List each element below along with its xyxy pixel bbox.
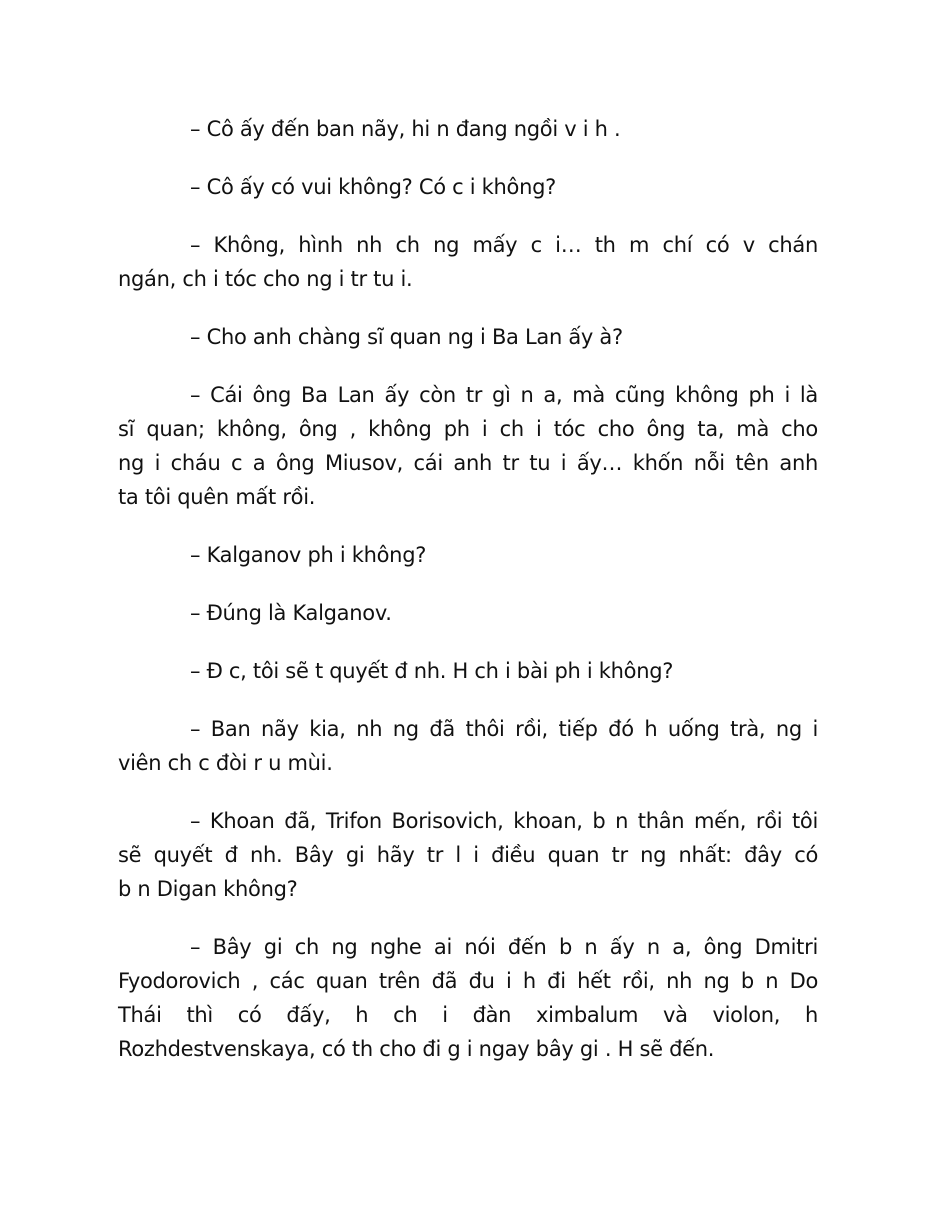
text-line: ngán, ch i tóc cho ng i tr tu i. — [118, 267, 413, 291]
text-line: Rozhdestvenskaya, có th cho đi g i ngay bây gi . H sẽ đến. — [118, 1037, 715, 1061]
paragraph-11 — [118, 930, 818, 1066]
paragraph-8 — [118, 654, 818, 688]
paragraph-7 — [118, 596, 818, 630]
text-line: b n Digan không? — [118, 877, 298, 901]
text-line: – Đ c, tôi sẽ t quyết đ nh. H ch i bài ph i không? — [190, 659, 674, 683]
text-line: – Kalganov ph i không? — [190, 543, 427, 567]
paragraph-9 — [118, 712, 818, 780]
text-line: Fyodorovich , các quan trên đã đu i h đi hết rồi, nh ng b n Do — [118, 969, 818, 993]
paragraph-3 — [118, 228, 818, 296]
text-line: – Cho anh chàng sĩ quan ng i Ba Lan ấy à? — [190, 325, 623, 349]
text-line: – Bây gi ch ng nghe ai nói đến b n ấy n a, ông Dmitri — [190, 935, 818, 959]
text-line: – Cô ấy đến ban nãy, hi n đang ngồi v i h . — [190, 117, 621, 141]
paragraph-2 — [118, 170, 818, 204]
text-line: – Không, hình nh ch ng mấy c i… th m chí có v chán — [190, 233, 818, 257]
text-line: Thái thì có đấy, h ch i đàn ximbalum và violon, h — [118, 1003, 818, 1027]
text-line: sẽ quyết đ nh. Bây gi hãy tr l i điều quan tr ng nhất: đây có — [118, 843, 818, 867]
text-line: ng i cháu c a ông Miusov, cái anh tr tu i ấy… khốn nỗi tên anh — [118, 451, 818, 475]
paragraph-10 — [118, 804, 818, 906]
document-page — [118, 112, 818, 1090]
text-line: – Khoan đã, Trifon Borisovich, khoan, b n thân mến, rồi tôi — [190, 809, 818, 833]
text-line: ta tôi quên mất rồi. — [118, 485, 316, 509]
text-line: – Ban nãy kia, nh ng đã thôi rồi, tiếp đó h uống trà, ng i — [190, 717, 818, 741]
paragraph-4 — [118, 320, 818, 354]
text-line: – Cái ông Ba Lan ấy còn tr gì n a, mà cũng không ph i là — [190, 383, 818, 407]
text-line: viên ch c đòi r u mùi. — [118, 751, 333, 775]
paragraph-6 — [118, 538, 818, 572]
text-line: sĩ quan; không, ông , không ph i ch i tóc cho ông ta, mà cho — [118, 417, 818, 441]
text-line: – Đúng là Kalganov. — [190, 601, 392, 625]
paragraph-1 — [118, 112, 818, 146]
paragraph-5 — [118, 378, 818, 514]
text-line: – Cô ấy có vui không? Có c i không? — [190, 175, 556, 199]
